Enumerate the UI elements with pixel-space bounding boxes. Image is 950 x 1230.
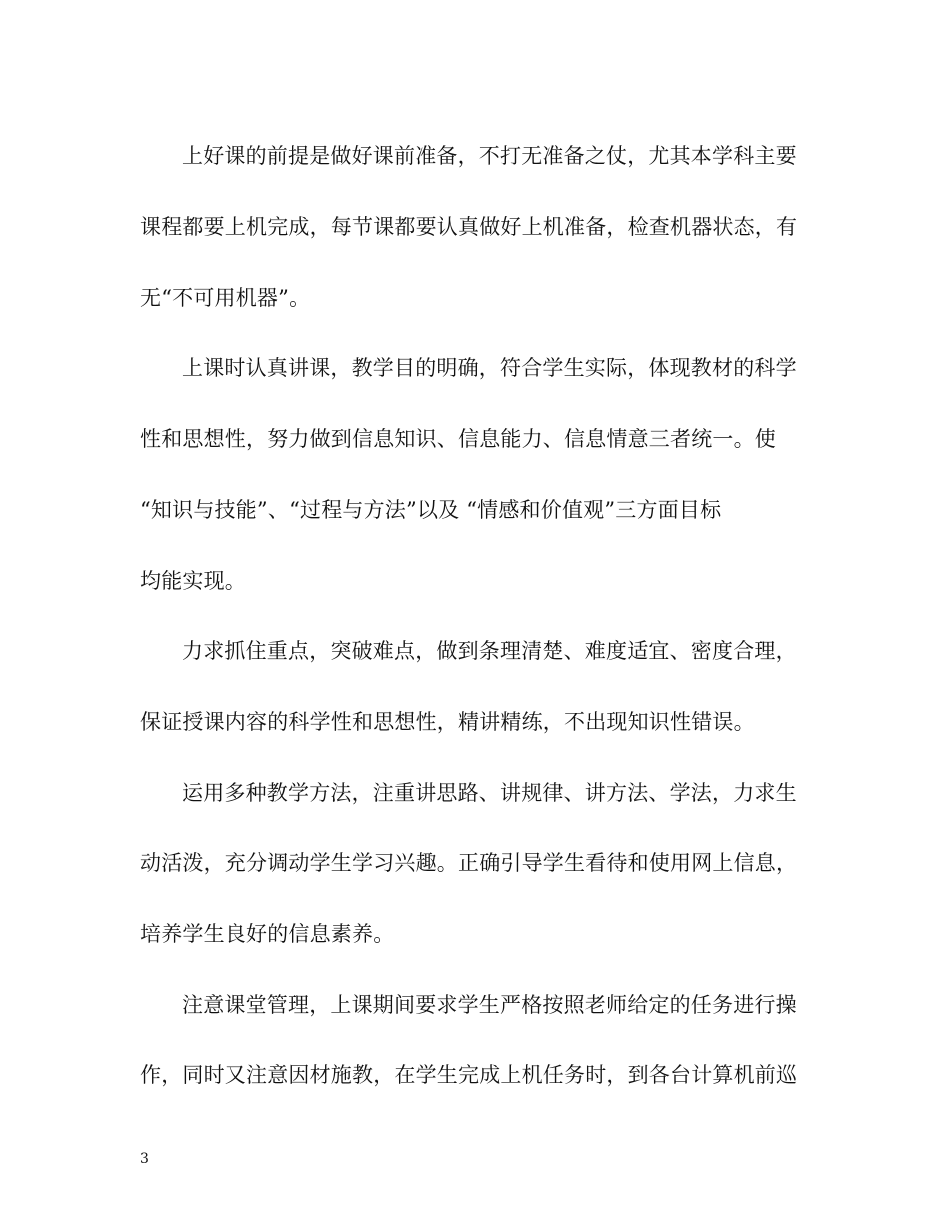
text-line: 课程都要上机完成，每节课都要认真做好上机准备，检查机器状态，有 (140, 215, 798, 239)
text-line: 性和思想性，努力做到信息知识、信息能力、信息情意三者统一。使 (140, 427, 776, 451)
text-line: 动活泼，充分调动学生学习兴趣。正确引导学生看待和使用网上信息， (140, 851, 798, 875)
text-line: 无“不可用机器”。 (140, 286, 311, 310)
text-line: 均能实现。 (140, 569, 246, 593)
text-line: 力求抓住重点，突破难点，做到条理清楚、难度适宜、密度合理， (182, 639, 797, 663)
text-line: 保证授课内容的科学性和思想性，精讲精练，不出现知识性错误。 (140, 710, 755, 734)
text-line: 运用多种教学方法，注重讲思路、讲规律、讲方法、学法，力求生 (182, 781, 797, 805)
text-line: 上课时认真讲课，教学目的明确，符合学生实际，体现教材的科学 (182, 356, 797, 380)
page-number: 3 (140, 1151, 149, 1167)
text-line: 注意课堂管理，上课期间要求学生严格按照老师给定的任务进行操 (182, 993, 797, 1017)
text-line: 培养学生良好的信息素养。 (140, 922, 395, 946)
text-line: “知识与技能”、“过程与方法”以及 “情感和价值观”三方面目标 (140, 498, 722, 522)
text-line: 上好课的前提是做好课前准备，不打无准备之仗，尤其本学科主要 (182, 144, 797, 168)
text-line: 作，同时又注意因材施教，在学生完成上机任务时，到各台计算机前巡 (140, 1063, 798, 1087)
